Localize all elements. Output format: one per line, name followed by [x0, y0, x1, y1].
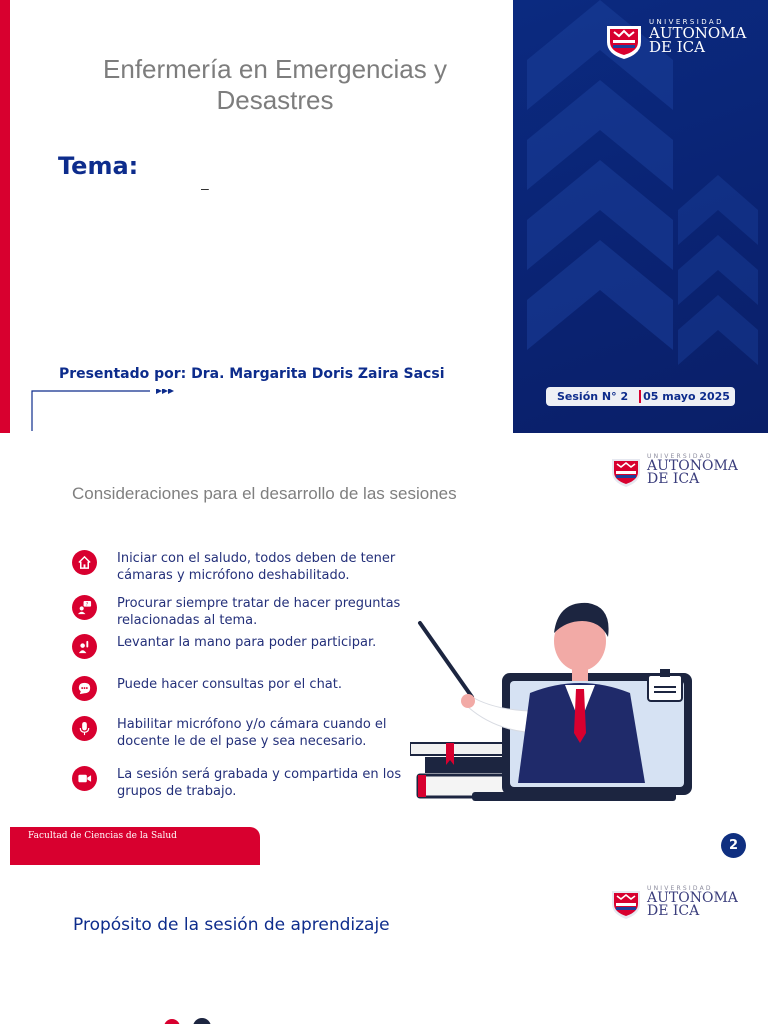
university-logo: [610, 885, 740, 925]
list-item-text: Habilitar micrófono y/o cámara cuando el docente le de el pase y sea necesario.: [117, 717, 387, 749]
faculty-footer: [10, 827, 260, 865]
list-item-text: Procurar siempre tratar de hacer preguntas relacionadas al tema.: [117, 596, 401, 628]
considerations-slide: [10, 433, 760, 865]
footer-text: Facultad de Ciencias de la Salud: [28, 831, 177, 841]
list-item: [72, 676, 407, 701]
home-icon: [72, 550, 97, 575]
presenter-name: Presentado por: Dra. Margarita Doris Zaira Sacsi: [59, 366, 445, 382]
logo-line-2: AUTONOMA: [649, 24, 747, 42]
list-item: [72, 595, 407, 629]
logo-line-2: AUTONOMA: [647, 458, 738, 474]
tema-label: Tema:: [58, 152, 139, 180]
arrow-line-decoration: [30, 389, 180, 433]
university-logo: [605, 18, 755, 64]
tema-value: –: [201, 180, 209, 196]
university-logo: [610, 453, 740, 493]
university-shield-icon: [610, 454, 642, 488]
list-item: [72, 716, 407, 750]
course-title: Enfermería en Emergencias y Desastres: [103, 54, 447, 115]
title-slide: [0, 0, 768, 433]
logo-line-2: AUTONOMA: [647, 890, 738, 906]
list-item-text: Puede hacer consultas por el chat.: [117, 677, 342, 692]
slide-heading: Propósito de la sesión de aprendizaje: [73, 915, 390, 935]
slide-heading: Consideraciones para el desarrollo de las sesiones: [72, 484, 457, 503]
left-accent-bar: [0, 0, 10, 433]
teacher-illustration: [410, 593, 700, 808]
chevron-pattern-decoration: [513, 0, 768, 433]
list-item: [72, 550, 407, 584]
raise-hand-icon: [72, 634, 97, 659]
logo-line-1: UNIVERSIDAD: [649, 18, 724, 26]
logo-line-1: UNIVERSIDAD: [647, 885, 713, 892]
logo-line-3: DE ICA: [647, 903, 700, 919]
list-item-text: Levantar la mano para poder participar.: [117, 635, 377, 650]
session-date: 05 mayo 2025: [643, 390, 730, 403]
question-chat-icon: [72, 595, 97, 620]
microphone-icon: [72, 716, 97, 741]
list-item: [72, 634, 407, 659]
university-shield-icon: [605, 20, 643, 60]
brand-panel: [513, 0, 768, 433]
session-separator: [639, 390, 641, 403]
session-badge: [546, 387, 735, 406]
video-camera-icon: [72, 766, 97, 791]
logo-line-3: DE ICA: [647, 471, 700, 487]
university-shield-icon: [610, 886, 642, 920]
logo-line-3: DE ICA: [649, 38, 705, 56]
chat-bubble-icon: [72, 676, 97, 701]
list-item: [72, 766, 407, 800]
list-item-text: Iniciar con el saludo, todos deben de tener cámaras y micrófono deshabilitado.: [117, 551, 396, 583]
logo-line-1: UNIVERSIDAD: [647, 453, 713, 460]
list-item-text: La sesión será grabada y compartida en los grupos de trabajo.: [117, 767, 402, 799]
page-number-badge: 2: [721, 833, 746, 858]
purpose-slide: [10, 865, 760, 1024]
session-number: Sesión N° 2: [557, 390, 629, 403]
illustration-fragment: [160, 1015, 250, 1024]
svg-text:?: ?: [85, 602, 89, 608]
